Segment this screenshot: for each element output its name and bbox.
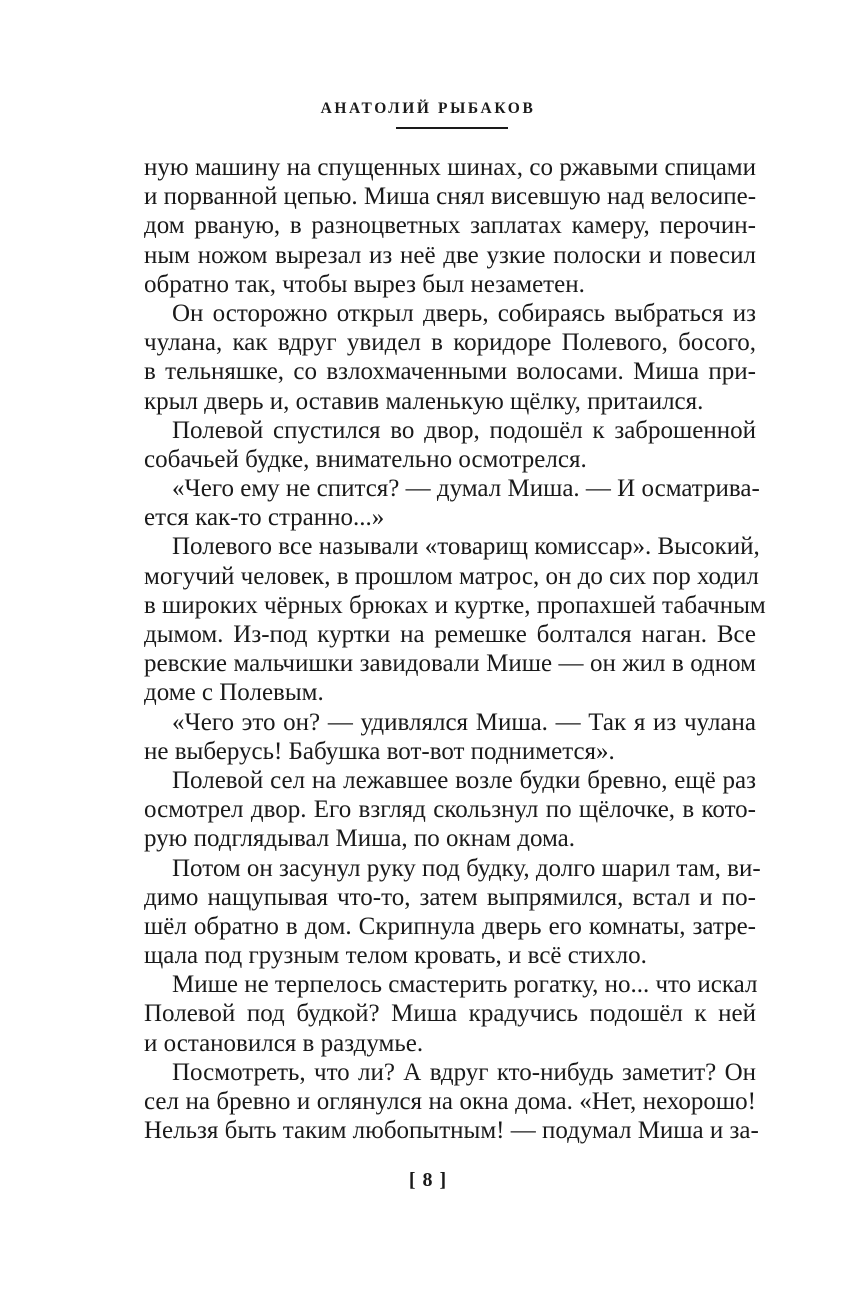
text-line: Полевой под будкой? Миша крадучись подошёл к ней [144, 1000, 756, 1028]
text-line: Полевого все называли «товарищ комиссар». Высокий, [172, 533, 760, 561]
text-line: сел на бревно и оглянулся на окна дома. «Нет, нехорошо! [144, 1088, 756, 1115]
text-line: и остановился в раздумье. [144, 1029, 424, 1057]
text-line: Полевой спустился во двор, подошёл к заброшенной [172, 416, 756, 444]
text-line: могучий человек, в прошлом матрос, он до сих пор ходил [144, 562, 759, 590]
text-line: ным ножом вырезал из неё две узкие полоски и повесил [144, 241, 756, 269]
text-line: дымом. Из-под куртки на ремешке болтался наган. Все [144, 621, 756, 648]
text-line: Мише не терпелось смастерить рогатку, но... что искал [172, 971, 758, 999]
text-line: щала под грузным телом кровать, и всё стихло. [144, 942, 647, 970]
text-line: «Чего это он? — удивлялся Миша. — Так я из чулана [172, 708, 756, 736]
text-line: Потом он засунул руку под будку, долго шарил там, ви- [172, 854, 761, 882]
text-line: и порванной цепью. Миша снял висевшую над велосипе- [144, 183, 757, 211]
text-line: осмотрел двор. Его взгляд скользнул по щёлочке, в кото- [144, 796, 756, 824]
text-line: Полевой сел на лежавшее возле будки бревно, ещё раз [172, 766, 756, 794]
text-line: доме с Полевым. [144, 679, 324, 707]
text-line: не выберусь! Бабушка вот-вот поднимется». [144, 737, 615, 765]
text-line: Нельзя быть таким любопытным! — подумал Миша и за- [144, 1117, 759, 1145]
text-line: димо нащупывая что-то, затем выпрямился, встал и по- [144, 883, 756, 911]
text-line: ную машину на спущенных шинах, со ржавыми спицами [144, 154, 756, 181]
text-line: ется как-то странно...» [144, 504, 385, 532]
text-line: Посмотреть, что ли? А вдруг кто-нибудь заметит? Он [172, 1058, 756, 1086]
body-text [144, 153, 766, 1145]
text-line: рую подглядывал Миша, по окнам дома. [144, 825, 575, 853]
text-line: шёл обратно в дом. Скрипнула дверь его комнаты, затре- [144, 912, 756, 940]
text-line: в тельняшке, со взлохмаченными волосами. Миша при- [144, 358, 756, 386]
text-line: в широких чёрных брюках и куртке, пропахшей табачным [144, 591, 766, 619]
text-line: «Чего ему не спится? — думал Миша. — И осматрива- [172, 475, 760, 503]
header-rule [396, 127, 508, 129]
text-line: ревские мальчишки завидовали Мише — он жил в одном [144, 650, 756, 678]
text-line: дом рваную, в разноцветных заплатах камеру, перочин- [144, 212, 756, 240]
page-number: [ 8 ] [408, 1169, 448, 1191]
text-line: обратно так, чтобы вырез был незаметен. [144, 270, 585, 298]
text-line: чулана, как вдруг увидел в коридоре Полевого, босого, [144, 329, 756, 357]
text-line: собачьей будке, внимательно осмотрелся. [144, 445, 587, 473]
text-line: крыл дверь и, оставив маленькую щёлку, притаился. [144, 387, 704, 415]
running-head: АНАТОЛИЙ РЫБАКОВ [320, 100, 536, 117]
text-line: Он осторожно открыл дверь, собираясь выбраться из [172, 299, 756, 327]
